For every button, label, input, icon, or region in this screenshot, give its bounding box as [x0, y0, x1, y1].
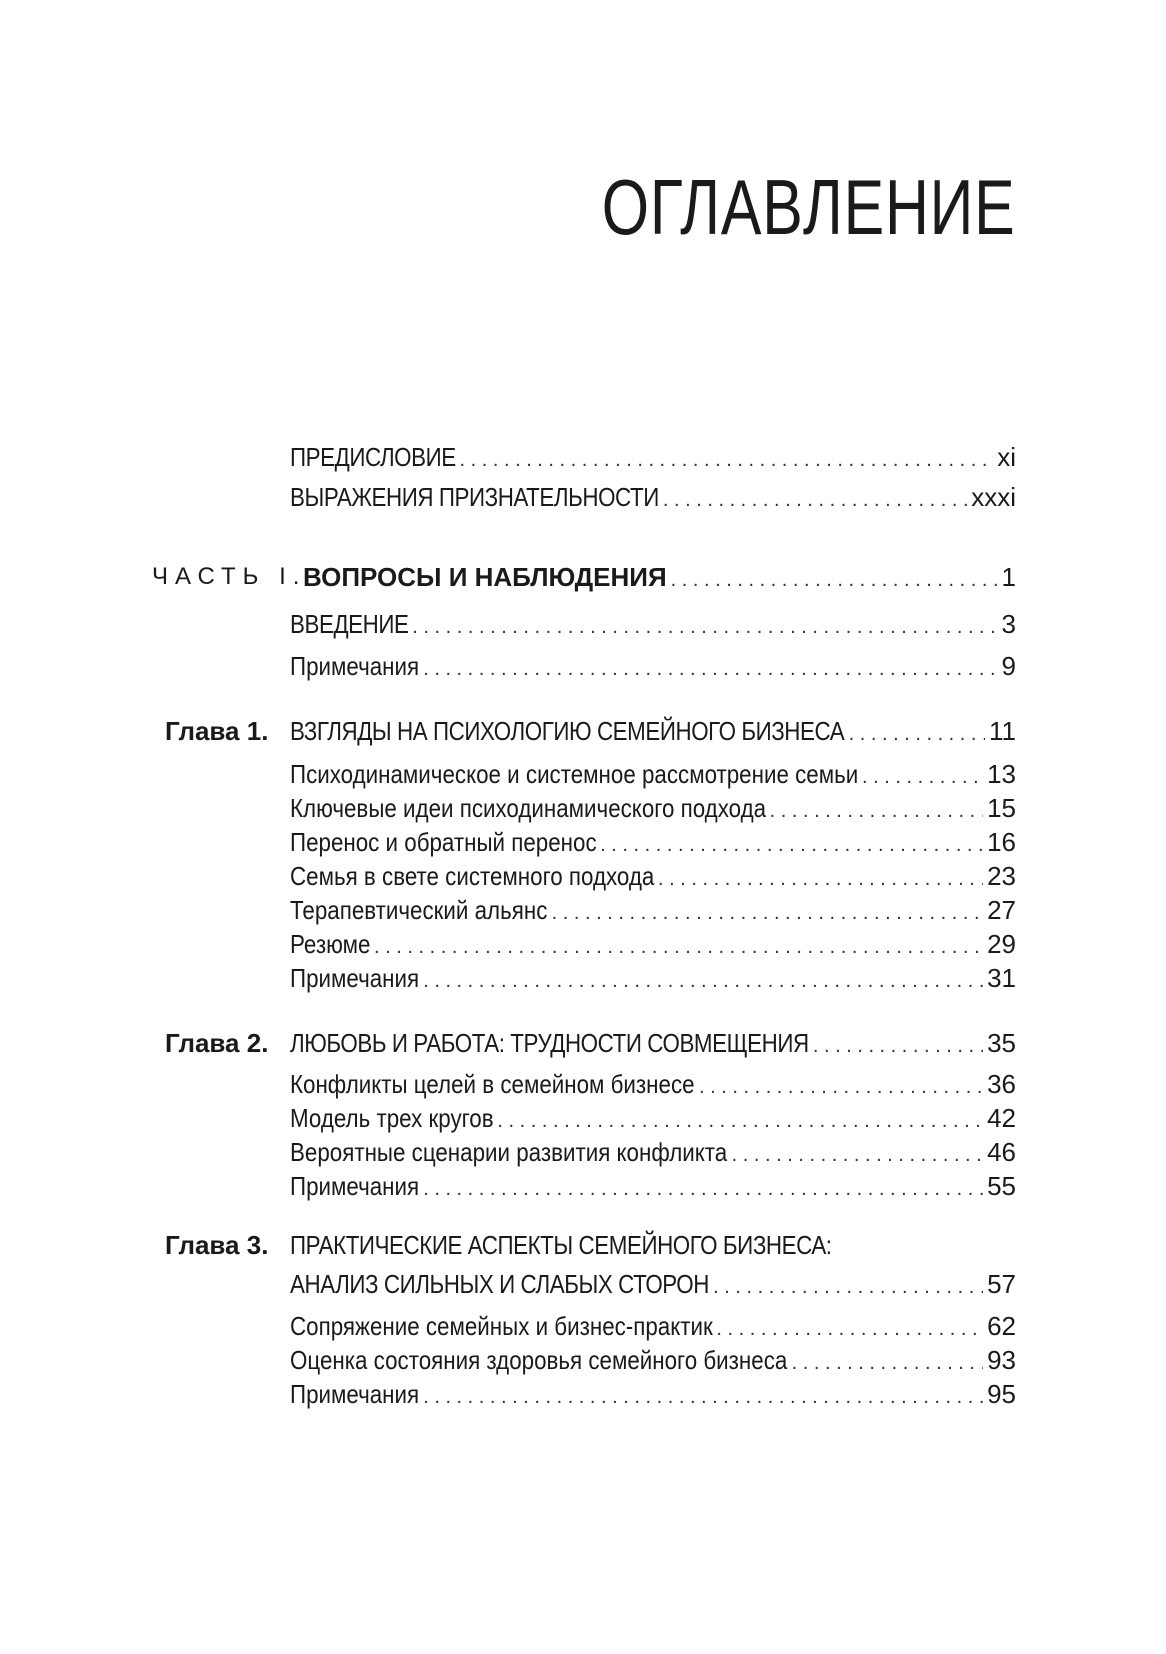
toc-entry-label: Сопряжение семейных и бизнес-практик — [290, 1311, 713, 1341]
toc-entry-label: Конфликты целей в семейном бизнесе — [290, 1069, 695, 1099]
toc-entry-page: xi — [997, 442, 1016, 472]
toc-entry-page: 35 — [987, 1028, 1016, 1058]
chapter-prefix: Глава 2. — [165, 1028, 269, 1058]
toc-entry-label: Ключевые идеи психодинамического подхода — [290, 793, 767, 823]
toc-entry-label: ВВЕДЕНИЕ — [290, 609, 409, 639]
toc-entry-page: 23 — [987, 861, 1016, 891]
leader-dots — [732, 1138, 983, 1172]
toc-entry-introduction[interactable] — [290, 607, 1016, 641]
toc-entry[interactable] — [290, 1135, 1016, 1169]
toc-entry-chapter3[interactable] — [290, 1267, 1016, 1301]
leader-dots — [716, 1312, 983, 1346]
toc-entry-label: Семья в свете системного подхода — [290, 861, 655, 891]
toc-entry[interactable] — [290, 961, 1016, 995]
toc-entry-label: Модель трех кругов — [290, 1103, 494, 1133]
leader-dots — [460, 443, 994, 477]
toc-entry-page: 31 — [987, 963, 1016, 993]
toc-entry-page: 36 — [987, 1069, 1016, 1099]
leader-dots — [663, 483, 967, 517]
toc-entry-page: 46 — [987, 1137, 1016, 1167]
toc-entry-page: 13 — [987, 759, 1016, 789]
leader-dots — [770, 794, 983, 828]
toc-entry-chapter3-line1 — [290, 1228, 920, 1262]
toc-entry-label: Оценка состояния здоровья семейного бизнеса — [290, 1345, 788, 1375]
toc-entry-label: ПРЕДИСЛОВИЕ — [290, 442, 456, 472]
leader-dots — [862, 760, 983, 794]
toc-entry-label: Примечания — [290, 651, 420, 681]
toc-entry-page: 16 — [987, 827, 1016, 857]
toc-entry-label: ВЗГЛЯДЫ НА ПСИХОЛОГИЮ СЕМЕЙНОГО БИЗНЕСА — [290, 716, 845, 746]
toc-entry-page: xxxi — [971, 482, 1016, 512]
toc-entry[interactable] — [290, 1169, 1016, 1203]
toc-entry-label: Вероятные сценарии развития конфликта — [290, 1137, 728, 1167]
toc-entry-label: ЛЮБОВЬ И РАБОТА: ТРУДНОСТИ СОВМЕЩЕНИЯ — [290, 1028, 809, 1058]
toc-entry-page: 57 — [987, 1269, 1016, 1299]
toc-entry[interactable] — [290, 859, 1016, 893]
toc-entry[interactable] — [290, 791, 1016, 825]
leader-dots — [423, 964, 983, 998]
toc-entry-page: 29 — [987, 929, 1016, 959]
leader-dots — [423, 1172, 983, 1206]
leader-dots — [792, 1346, 983, 1380]
toc-entry-label: ПРАКТИЧЕСКИЕ АСПЕКТЫ СЕМЕЙНОГО БИЗНЕСА: — [290, 1230, 832, 1260]
toc-entry[interactable] — [290, 757, 1016, 791]
toc-entry-page: 95 — [987, 1379, 1016, 1409]
toc-entry[interactable] — [290, 927, 1016, 961]
leader-dots — [423, 652, 997, 686]
toc-entry-label: Резюме — [290, 929, 371, 959]
toc-entry[interactable] — [290, 1343, 1016, 1377]
leader-dots — [423, 1380, 983, 1414]
leader-dots — [699, 1070, 983, 1104]
toc-entry[interactable] — [290, 1067, 1016, 1101]
toc-entry-page: 3 — [1001, 609, 1016, 639]
leader-dots — [671, 563, 998, 597]
toc-entry-page: 1 — [1001, 562, 1016, 592]
part-prefix: ЧАСТЬ I. — [152, 563, 307, 590]
toc-entry[interactable] — [290, 825, 1016, 859]
toc-entry[interactable] — [290, 893, 1016, 927]
toc-entry-label: Примечания — [290, 963, 420, 993]
toc-entry-chapter1[interactable] — [290, 714, 1016, 748]
toc-entry-chapter2[interactable] — [290, 1026, 1016, 1060]
leader-dots — [713, 1270, 983, 1304]
toc-entry-page: 11 — [989, 716, 1016, 746]
toc-entry-page: 9 — [1001, 651, 1016, 681]
leader-dots — [813, 1029, 983, 1063]
leader-dots — [374, 930, 983, 964]
toc-entry-page: 55 — [987, 1171, 1016, 1201]
leader-dots — [658, 862, 983, 896]
toc-entry-label: Психодинамическое и системное рассмотрение семьи — [290, 759, 859, 789]
leader-dots — [497, 1104, 983, 1138]
leader-dots — [552, 896, 983, 930]
toc-entry-label: Перенос и обратный перенос — [290, 827, 597, 857]
toc-entry-page: 62 — [987, 1311, 1016, 1341]
leader-dots — [600, 828, 983, 862]
toc-entry-part1[interactable] — [303, 560, 1016, 594]
toc-entry-page: 42 — [987, 1103, 1016, 1133]
toc-entry-label: ВЫРАЖЕНИЯ ПРИЗНАТЕЛЬНОСТИ — [290, 482, 659, 512]
page-title: ОГЛАВЛЕНИЕ — [602, 163, 1016, 251]
toc-entry-preface[interactable] — [290, 440, 1016, 474]
toc-entry-label: Примечания — [290, 1171, 420, 1201]
toc-entry-page: 15 — [987, 793, 1016, 823]
toc-entry-acknowledgements[interactable] — [290, 480, 1016, 514]
toc-entry-label: ВОПРОСЫ И НАБЛЮДЕНИЯ — [303, 562, 667, 592]
toc-entry[interactable] — [290, 1377, 1016, 1411]
toc-entry-notes[interactable] — [290, 649, 1016, 683]
leader-dots — [412, 610, 997, 644]
chapter-prefix: Глава 1. — [165, 716, 269, 746]
toc-entry-label: Примечания — [290, 1379, 420, 1409]
toc-entry-page: 27 — [987, 895, 1016, 925]
toc-entry[interactable] — [290, 1309, 1016, 1343]
leader-dots — [849, 717, 985, 751]
chapter-prefix: Глава 3. — [165, 1230, 269, 1260]
toc-entry[interactable] — [290, 1101, 1016, 1135]
toc-entry-label: Терапевтический альянс — [290, 895, 548, 925]
toc-entry-label: АНАЛИЗ СИЛЬНЫХ И СЛАБЫХ СТОРОН — [290, 1269, 709, 1299]
toc-entry-page: 93 — [987, 1345, 1016, 1375]
